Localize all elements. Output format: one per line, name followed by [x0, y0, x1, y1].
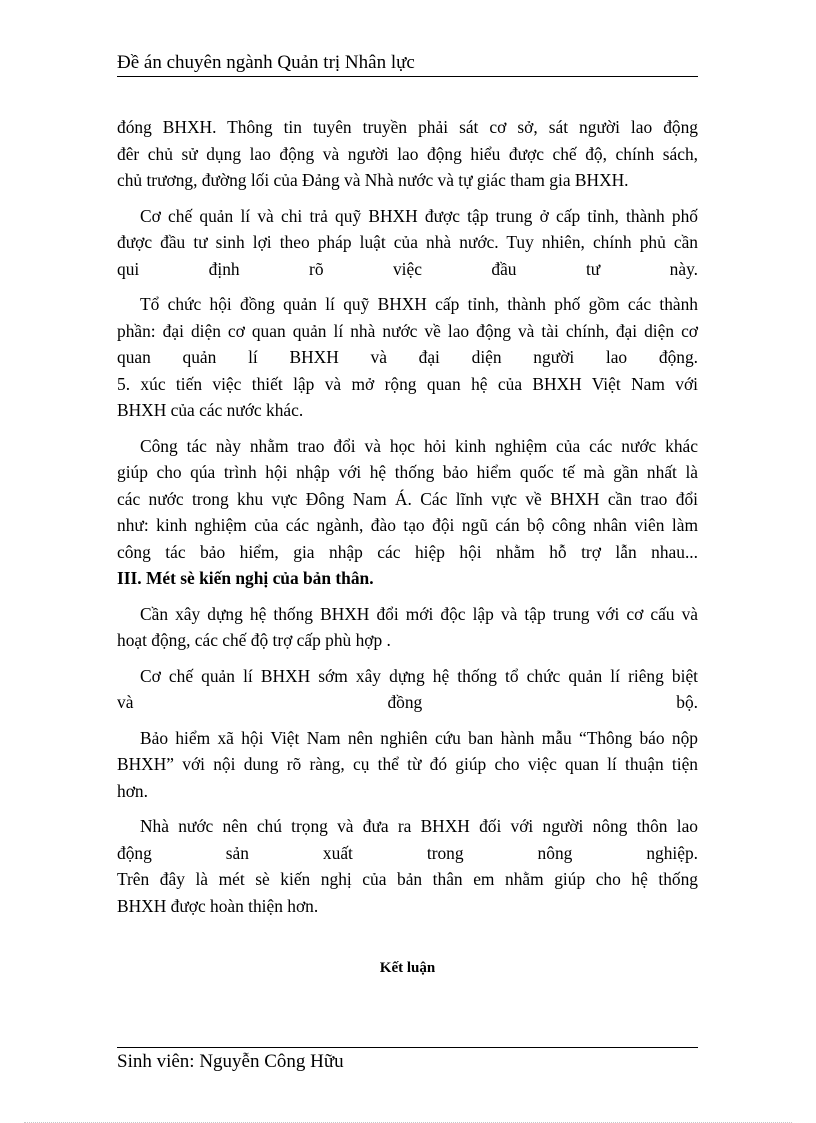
paragraph-line: BHXH” với nội dung rõ ràng, cụ thể từ đó giúp cho việc quan lí thuận tiện: [117, 754, 698, 774]
paragraph-line: được đầu tư sinh lợi theo pháp luật của nhà nước. Tuy nhiên, chính phủ cần: [117, 232, 698, 252]
section-heading: III. Mét sè kiến nghị của bản thân.: [117, 568, 374, 588]
paragraph-line: động sản xuất trong nông nghiệp.: [117, 842, 698, 863]
paragraph-line: 5. xúc tiến việc thiết lập và mở rộng quan hệ của BHXH Việt Nam với: [117, 373, 698, 394]
paragraph-line: chủ trương, đường lối của Đảng và Nhà nước và tự giác tham gia BHXH.: [117, 170, 629, 190]
paragraph-line: công tác bảo hiểm, gia nhập các hiệp hội nhằm hỗ trợ lẫn nhau...: [117, 541, 698, 562]
document-body: [117, 114, 698, 919]
paragraph-line: Cơ chế quản lí BHXH sớm xây dựng hệ thống tổ chức quản lí riêng biệt: [140, 665, 698, 686]
paragraph-line: hoạt động, các chế độ trợ cấp phù hợp .: [117, 630, 391, 650]
paragraph-line: các nước trong khu vực Đông Nam Á. Các lĩnh vực về BHXH cần trao đổi: [117, 488, 698, 509]
page-footer: [117, 1050, 698, 1074]
paragraph-line: Tổ chức hội đồng quản lí quỹ BHXH cấp tỉnh, thành phố gồm các thành: [140, 294, 698, 314]
header-rule: [117, 76, 698, 77]
paragraph-line: đêr chủ sử dụng lao động và người lao động hiểu được chế độ, chính sách,: [117, 143, 698, 164]
paragraph-line: Trên đây là mét sè kiến nghị của bản thân em nhằm giúp cho hệ thống: [117, 869, 698, 889]
paragraph-line: Nhà nước nên chú trọng và đưa ra BHXH đối với người nông thôn lao: [140, 816, 698, 836]
paragraph-line: BHXH được hoàn thiện hơn.: [117, 895, 319, 916]
page-header: [117, 52, 698, 74]
paragraph-line: và đồng bộ.: [117, 692, 698, 712]
paragraph-line: phần: đại diện cơ quan quản lí nhà nước về lao động và tài chính, đại diện cơ: [117, 320, 698, 341]
footer-rule: [117, 1047, 698, 1048]
paragraph-line: qui định rõ việc đầu tư này.: [117, 258, 698, 279]
paragraph-line: Cơ chế quản lí và chi trả quỹ BHXH được tập trung ở cấp tỉnh, thành phố: [140, 205, 698, 226]
footer-student: Sinh viên: Nguyễn Công Hữu: [117, 1051, 344, 1072]
paragraph-line: Công tác này nhằm trao đổi và học hỏi kinh nghiệm của các nước khác: [140, 435, 698, 456]
paragraph-line: Bảo hiểm xã hội Việt Nam nên nghiên cứu ban hành mẫu “Thông báo nộp: [140, 727, 698, 748]
paragraph-line: như: kinh nghiệm của các ngành, đào tạo đội ngũ cán bộ công nhân viên làm: [117, 515, 698, 535]
paragraph-line: Cần xây dựng hệ thống BHXH đổi mới độc lập và tập trung với cơ cấu và: [140, 603, 698, 624]
paragraph-line: giúp cho qúa trình hội nhập với hệ thống bảo hiểm quốc tế mà gần nhất là: [117, 462, 698, 482]
paragraph-line: BHXH của các nước khác.: [117, 400, 304, 420]
header-title: Đề án chuyên ngành Quản trị Nhân lực: [117, 52, 415, 73]
paragraph-line: đóng BHXH. Thông tin tuyên truyền phải sát cơ sở, sát người lao động: [117, 117, 698, 137]
paragraph-line: quan quản lí BHXH và đại diện người lao động.: [117, 347, 698, 367]
conclusion-heading: Kết luận: [379, 960, 436, 976]
paragraph-line: hơn.: [117, 780, 148, 801]
